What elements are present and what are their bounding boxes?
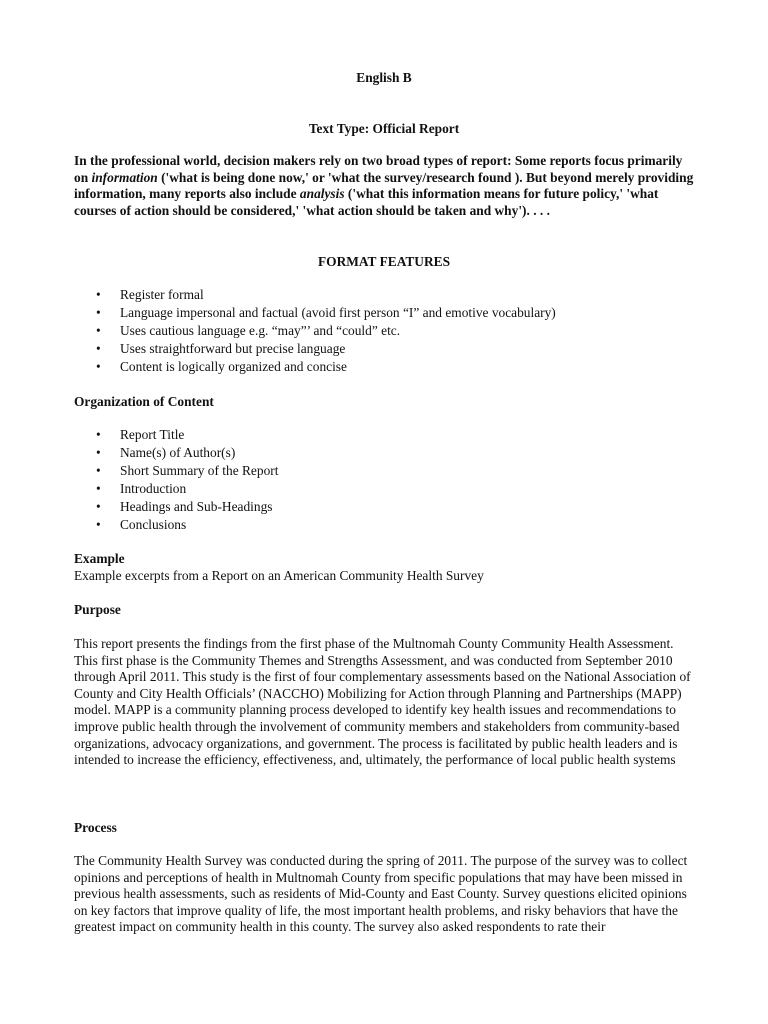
purpose-paragraph: This report presents the findings from the first phase of the Multnomah County Community Health Assessment. This first phase is the Community Themes and Strengths Assessment, and was conducted from September 2010 through April 2011. This study is the first of four complementary assessments based on the National Association of County and City Health Officials’ (NACCHO) Mobilizing for Action through Planning and Partnerships (MAPP) model. MAPP is a community planning process developed to identify key health issues and recommendations to improve public health through the involvement of community members and stakeholders from community-based organizations, advocacy organizations, and government. The process is facilitated by public health leaders and is intended to increase the efficiency, effectiveness, and, ultimately, the performance of local public health systems: [74, 636, 691, 768]
text-type-heading: Text Type: Official Report: [308, 121, 460, 136]
intro-text-part3: ('what this information means for future policy,' 'what courses of action should be considered,' 'what action should be taken and why'). . . .: [74, 186, 659, 218]
bullet-icon: •: [96, 305, 101, 320]
bullet-icon: •: [96, 481, 101, 496]
purpose-heading: Purpose: [74, 602, 121, 617]
intro-em-information: information: [91, 169, 158, 185]
process-heading: Process: [74, 820, 117, 835]
list-item-text: Short Summary of the Report: [120, 463, 279, 478]
list-item-text: Name(s) of Author(s): [120, 445, 236, 460]
list-item: [74, 427, 694, 445]
list-item: [74, 305, 694, 323]
intro-text-part2: ('what is being done now,' or 'what the survey/research found ). But beyond merely providing information, many reports also include: [74, 169, 694, 202]
intro-text-part1: In the professional world, decision makers rely on two broad types of report: Some reports focus primarily on: [74, 153, 683, 185]
intro-em-analysis: analysis: [299, 186, 345, 202]
list-item: [74, 499, 694, 517]
list-item: [74, 445, 694, 463]
bullet-icon: •: [96, 287, 101, 302]
list-item: [74, 359, 694, 377]
organization-list: [74, 427, 694, 535]
list-item-text: Language impersonal and factual (avoid first person “I” and emotive vocabulary): [120, 305, 556, 320]
example-heading: Example: [74, 551, 125, 566]
list-item-text: Headings and Sub-Headings: [120, 499, 273, 514]
list-item-text: Report Title: [120, 427, 185, 442]
list-item: [74, 287, 694, 305]
bullet-icon: •: [96, 359, 101, 374]
list-item: [74, 463, 694, 481]
bullet-icon: •: [96, 323, 101, 338]
course-title: English B: [356, 70, 412, 85]
format-features-heading: FORMAT FEATURES: [317, 254, 451, 269]
intro-paragraph: [74, 153, 694, 219]
list-item-text: Content is logically organized and concise: [120, 359, 347, 374]
example-text: Example excerpts from a Report on an American Community Health Survey: [74, 568, 484, 583]
list-item-text: Conclusions: [120, 517, 187, 532]
list-item: [74, 323, 694, 341]
list-item-text: Uses cautious language e.g. “may”’ and “could” etc.: [120, 323, 401, 338]
bullet-icon: •: [96, 463, 101, 478]
bullet-icon: •: [96, 445, 101, 460]
list-item: [74, 341, 694, 359]
list-item: [74, 517, 694, 535]
format-features-list: [74, 287, 694, 377]
bullet-icon: •: [96, 427, 101, 442]
bullet-icon: •: [96, 499, 101, 514]
list-item-text: Uses straightforward but precise language: [120, 341, 346, 356]
process-paragraph: The Community Health Survey was conducted during the spring of 2011. The purpose of the survey was to collect opinions and perceptions of health in Multnomah County from specific populations that may have been missed in previous health assessments, such as residents of Mid-County and East County. Survey questions elicited opinions on key factors that improve quality of life, the most important health problems, and risky behaviors that have the greatest impact on community health in this county. The survey also asked respondents to rate their: [74, 853, 688, 935]
organization-heading: Organization of Content: [74, 394, 214, 409]
list-item-text: Register formal: [120, 287, 204, 302]
list-item-text: Introduction: [120, 481, 187, 496]
list-item: [74, 481, 694, 499]
bullet-icon: •: [96, 341, 101, 356]
bullet-icon: •: [96, 517, 101, 532]
